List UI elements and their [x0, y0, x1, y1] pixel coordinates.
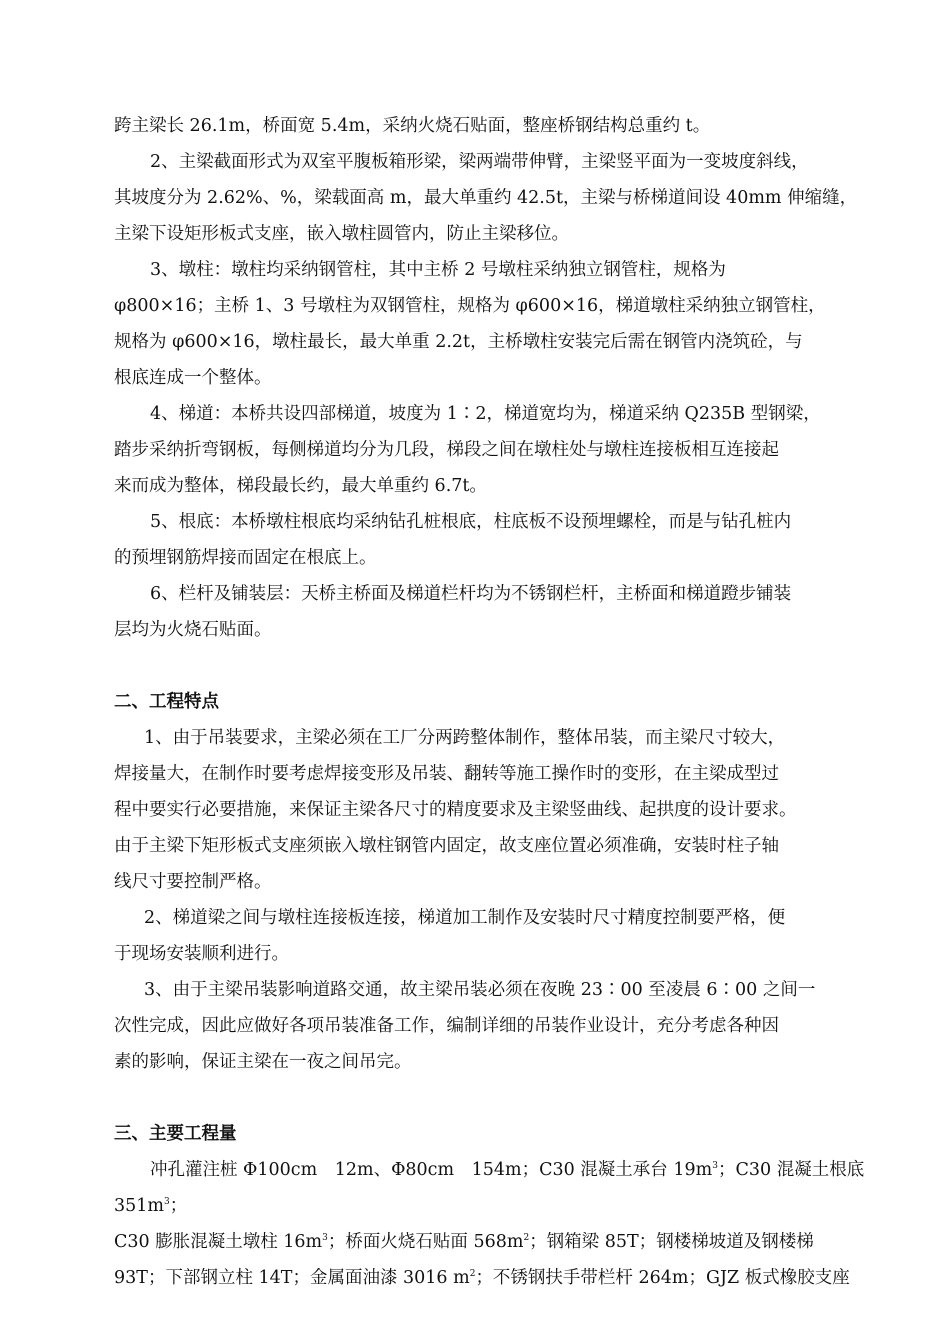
paragraph-line: 3、墩柱：墩柱均采纳钢管柱，其中主桥 2 号墩柱采纳独立钢管柱，规格为 [150, 260, 726, 280]
text-run: 93T；下部钢立柱 14T；金属面油漆 3016 m [114, 1268, 470, 1288]
paragraph-line: φ800×16；主桥 1、3 号墩柱为双钢管柱，规格为 φ600×16，梯道墩柱采纳独立钢管柱， [114, 296, 826, 316]
superscript: 2 [523, 1233, 530, 1244]
paragraph-line: 根底连成一个整体。 [114, 368, 272, 388]
paragraph-line: 1、由于吊装要求，主梁必须在工厂分两跨整体制作，整体吊装，而主梁尺寸较大， [144, 728, 786, 748]
text-run: 351m [114, 1196, 164, 1216]
text-run: ； [169, 1196, 188, 1216]
superscript: 2 [469, 1269, 476, 1280]
paragraph-line: 6、栏杆及铺装层：天桥主桥面及梯道栏杆均为不锈钢栏杆，主桥面和梯道蹬步铺装 [150, 584, 792, 604]
paragraph-line: 于现场安装顺利进行。 [114, 944, 289, 964]
paragraph-line: 跨主梁长 26.1m，桥面宽 5.4m，采纳火烧石贴面，整座桥钢结构总重约 t。 [114, 116, 711, 136]
paragraph-line: 踏步采纳折弯钢板，每侧梯道均分为几段，梯段之间在墩柱处与墩柱连接板相互连接起 [114, 440, 779, 460]
quantity-line [114, 1224, 870, 1260]
paragraph-line: 5、根底：本桥墩柱根底均采纳钻孔桩根底，柱底板不设预埋螺栓，而是与钻孔桩内 [150, 512, 792, 532]
paragraph-line: 素的影响，保证主梁在一夜之间吊完。 [114, 1052, 412, 1072]
spacer [114, 1080, 870, 1116]
paragraph-line: 2、主梁截面形式为双室平腹板箱形梁，梁两端带伸臂，主梁竖平面为一变坡度斜线， [150, 152, 809, 172]
paragraph-line: 规格为 φ600×16，墩柱最长，最大单重 2.2t，主桥墩柱安装完后需在钢管内浇筑砼，与 [114, 332, 803, 352]
paragraph-line: 来而成为整体，梯段最长约，最大单重约 6.7t。 [114, 476, 487, 496]
paragraph-line: 主梁下设矩形板式支座，嵌入墩柱圆管内，防止主梁移位。 [114, 224, 569, 244]
paragraph-line: 2、梯道梁之间与墩柱连接板连接，梯道加工制作及安装时尺寸精度控制要严格，便 [144, 908, 786, 928]
quantity-line [114, 1188, 870, 1224]
superscript: 3 [712, 1161, 718, 1172]
spacer [114, 648, 870, 684]
text-run: ；不锈钢扶手带栏杆 264m；GJZ 板式橡胶支座 [475, 1268, 850, 1288]
paragraph-line: 焊接量大，在制作时要考虑焊接变形及吊装、翻转等施工操作时的变形，在主梁成型过 [114, 764, 779, 784]
paragraph-line: 3、由于主梁吊装影响道路交通，故主梁吊装必须在夜晚 23∶00 至凌晨 6∶00 之间一 [144, 980, 816, 1000]
text-run: ；C30 混凝土根底 [717, 1160, 865, 1180]
text-run: ；桥面火烧石贴面 568m [327, 1232, 524, 1252]
section-3-body [114, 1152, 870, 1296]
quantity-line [114, 1152, 870, 1188]
paragraph-line: 其坡度分为 2.62%、%，梁载面高 m，最大单重约 42.5t，主梁与桥梯道间设 40mm 伸缩缝， [114, 188, 858, 208]
text-run: ；钢箱梁 85T；钢楼梯坡道及钢楼梯 [529, 1232, 814, 1252]
paragraph-line: 次性完成，因此应做好各项吊装准备工作，编制详细的吊装作业设计，充分考虑各种因 [114, 1016, 779, 1036]
superscript: 3 [164, 1197, 170, 1208]
superscript: 3 [322, 1233, 328, 1244]
section-1-tail [114, 108, 870, 648]
paragraph-line: 由于主梁下矩形板式支座须嵌入墩柱钢管内固定，故支座位置必须准确，安装时柱子轴 [114, 836, 779, 856]
document-page [114, 108, 870, 1296]
paragraph-line: 程中要实行必要措施，来保证主梁各尺寸的精度要求及主梁竖曲线、起拱度的设计要求。 [114, 800, 797, 820]
section-2-body [114, 720, 870, 1080]
text-run: 冲孔灌注桩 Φ100cm 12m、Φ80cm 154m；C30 混凝土承台 19m [150, 1160, 713, 1180]
paragraph-line: 的预埋钢筋焊接而固定在根底上。 [114, 548, 377, 568]
paragraph-line: 4、梯道：本桥共设四部梯道，坡度为 1∶2，梯道宽均为，梯道采纳 Q235B 型钢梁， [150, 404, 821, 424]
text-run: C30 膨胀混凝土墩柱 16m [114, 1232, 323, 1252]
paragraph-line: 线尺寸要控制严格。 [114, 872, 272, 892]
section-heading: 三、主要工程量 [114, 1124, 237, 1144]
section-heading: 二、工程特点 [114, 692, 219, 712]
quantity-line [114, 1260, 870, 1296]
paragraph-line: 层均为火烧石贴面。 [114, 620, 272, 640]
